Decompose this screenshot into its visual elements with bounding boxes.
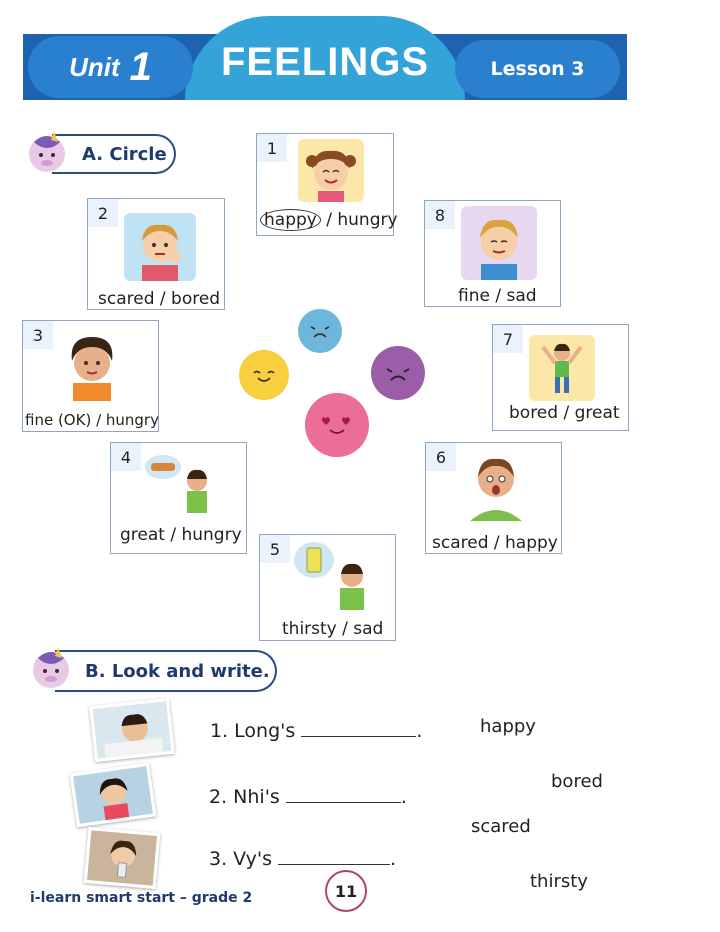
feeling-card-2	[87, 198, 225, 310]
section-b-label-text: B. Look and write.	[85, 660, 270, 682]
photo-vy	[84, 827, 161, 889]
series-footer: i-learn smart start – grade 2	[30, 890, 253, 906]
card-number: 6	[426, 443, 456, 471]
answer-blank-3[interactable]	[278, 846, 390, 865]
lesson-badge: Lesson 3	[455, 40, 620, 98]
card-caption[interactable]: bored / great	[509, 403, 620, 423]
word-bank-item: happy	[480, 716, 536, 737]
question-3-suffix: .	[390, 848, 397, 870]
page-title: FEELINGS	[220, 40, 430, 84]
unit-word: Unit	[69, 51, 120, 82]
word-bank-item: bored	[551, 771, 603, 792]
question-2-prefix: 2. Nhi's	[209, 786, 280, 808]
card-caption[interactable]: fine / sad	[458, 286, 537, 306]
boy-hungry-illustration	[143, 451, 215, 521]
page-number: 11	[325, 870, 367, 912]
card-caption[interactable]: scared / bored	[98, 289, 221, 309]
card-number: 7	[493, 325, 523, 353]
boy-scared-illustration	[458, 449, 530, 521]
feeling-card-4	[110, 442, 247, 554]
feeling-card-5	[259, 534, 396, 641]
card-caption[interactable]: fine (OK) / hungry	[25, 411, 159, 429]
boy-great-illustration	[529, 335, 595, 401]
answer-blank-1[interactable]	[301, 718, 416, 737]
card-number: 8	[425, 201, 455, 229]
feeling-card-3	[22, 320, 159, 432]
worried-emoji-icon	[298, 309, 342, 353]
card-caption[interactable]	[260, 210, 398, 230]
boy-bored-illustration	[124, 213, 196, 281]
unicorn-icon	[24, 128, 70, 174]
girl-happy-illustration	[298, 139, 364, 202]
caption-rest: / hungry	[326, 210, 398, 230]
feeling-card-8	[424, 200, 561, 307]
sad-emoji-icon	[371, 346, 425, 400]
card-caption[interactable]: scared / happy	[432, 533, 558, 553]
boy-fine-curly-illustration	[57, 327, 127, 401]
question-3-prefix: 3. Vy's	[209, 848, 273, 870]
question-1-suffix: .	[416, 720, 423, 742]
question-2	[209, 784, 407, 808]
card-number: 3	[23, 321, 53, 349]
feeling-card-1	[256, 133, 398, 236]
boy-fine-illustration	[461, 206, 537, 280]
photo-nhi	[70, 763, 157, 828]
word-bank-item: thirsty	[530, 871, 588, 892]
section-b-label	[55, 650, 277, 692]
word-bank-item: scared	[471, 816, 531, 837]
love-emoji-icon	[305, 393, 369, 457]
question-3	[209, 846, 396, 870]
question-2-suffix: .	[400, 786, 407, 808]
circled-answer[interactable]: happy	[260, 209, 321, 231]
unit-number: 1	[129, 44, 152, 89]
question-1-prefix: 1. Long's	[210, 720, 296, 742]
card-caption[interactable]: great / hungry	[120, 525, 242, 545]
boy-thirsty-illustration	[292, 540, 372, 612]
unicorn-icon	[28, 644, 74, 690]
card-number: 1	[257, 134, 287, 162]
card-number: 4	[111, 443, 141, 471]
card-caption[interactable]: thirsty / sad	[282, 619, 384, 639]
feeling-card-7	[492, 324, 629, 431]
question-1	[210, 718, 422, 742]
feeling-card-6	[425, 442, 562, 554]
unit-badge	[28, 36, 193, 98]
card-number: 2	[88, 199, 118, 227]
section-a-label	[52, 134, 176, 174]
card-number: 5	[260, 535, 290, 563]
answer-blank-2[interactable]	[286, 784, 401, 803]
happy-emoji-icon	[239, 350, 289, 400]
section-a-label-text: A. Circle	[82, 143, 167, 165]
photo-long	[89, 698, 174, 762]
